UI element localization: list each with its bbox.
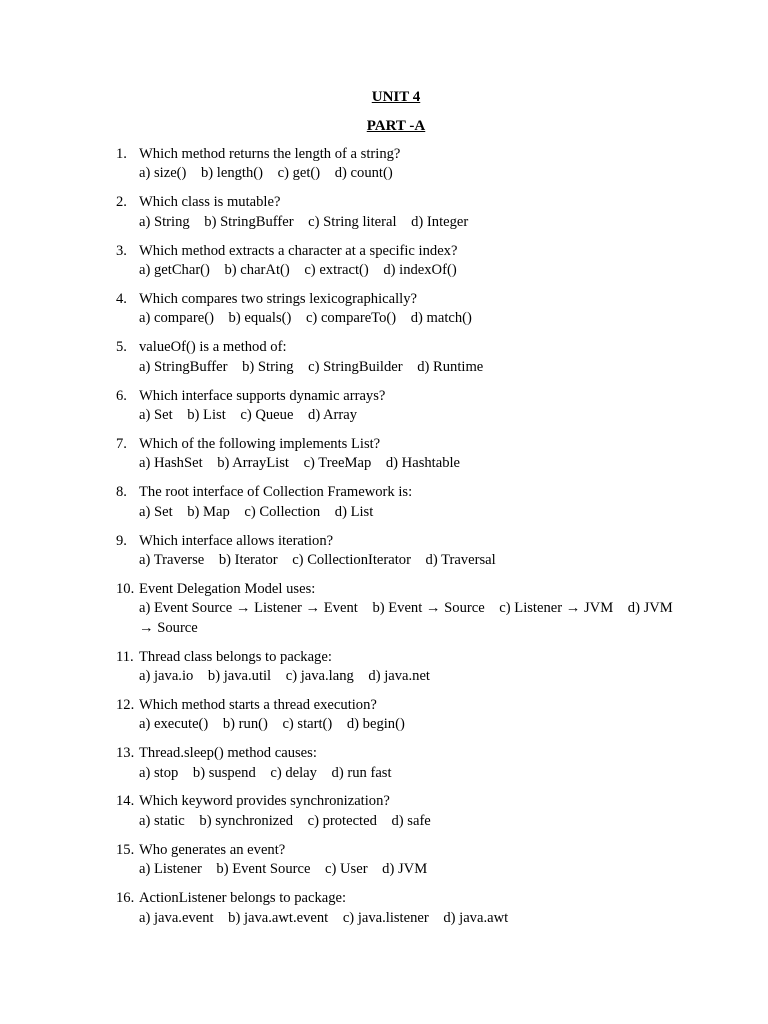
unit-title: UNIT 4 <box>371 89 421 105</box>
answer-option: a) getChar() <box>139 262 210 279</box>
answer-option: d) Integer <box>411 213 469 230</box>
answer-option: d) List <box>334 503 374 520</box>
answer-options <box>139 454 676 473</box>
answer-option: c) java.listener <box>342 909 429 926</box>
answer-option: b) Event → Source <box>372 600 485 617</box>
question-text: Which compares two strings lexicographically? <box>139 290 418 307</box>
answer-option: a) execute() <box>139 716 209 733</box>
answer-option: d) JVM → Source <box>139 600 677 636</box>
question-number: 5. <box>116 339 127 356</box>
question-text: Thread class belongs to package: <box>139 648 332 665</box>
answer-options <box>139 599 676 638</box>
question-text: Which method starts a thread execution? <box>139 696 377 713</box>
answer-option: d) Array <box>308 406 358 423</box>
question-number: 7. <box>116 435 127 452</box>
question-number: 2. <box>116 194 127 211</box>
answer-option: c) start() <box>282 716 333 733</box>
answer-option: a) Set <box>139 503 173 520</box>
answer-option: c) Listener → JVM <box>499 600 614 617</box>
answer-option: a) StringBuffer <box>139 358 228 375</box>
answer-option: c) String literal <box>308 213 397 230</box>
answer-option: b) run() <box>222 716 268 733</box>
part-title: PART -A <box>366 118 426 134</box>
question-text: Which method returns the length of a string? <box>139 146 401 162</box>
answer-options <box>139 358 676 377</box>
answer-option: a) size() <box>139 165 187 182</box>
question-number: 16. <box>116 890 135 907</box>
answer-option: c) compareTo() <box>305 310 397 327</box>
answer-options <box>139 551 676 570</box>
answer-option: a) Traverse <box>139 551 205 568</box>
answer-option: d) Hashtable <box>385 455 461 472</box>
answer-option: b) Iterator <box>218 551 278 568</box>
question-text: ActionListener belongs to package: <box>139 890 347 907</box>
question-text: Which interface supports dynamic arrays? <box>139 387 386 404</box>
question-list <box>116 145 676 937</box>
answer-options <box>139 213 676 232</box>
answer-option: a) stop <box>139 764 179 781</box>
question-number: 9. <box>116 532 127 549</box>
answer-option: a) Listener <box>139 861 202 878</box>
answer-options <box>139 764 676 783</box>
question-number: 6. <box>116 387 127 404</box>
answer-option: b) length() <box>201 165 264 182</box>
answer-option: a) compare() <box>139 310 214 327</box>
answer-option: d) Runtime <box>417 358 484 375</box>
answer-option: c) extract() <box>304 262 369 279</box>
answer-options <box>139 164 676 183</box>
question-text: Which method extracts a character at a specific index? <box>139 242 458 259</box>
question-item <box>116 744 676 783</box>
answer-options <box>139 667 676 686</box>
question-item <box>116 387 676 426</box>
answer-options <box>139 503 676 522</box>
answer-option: a) java.event <box>139 909 214 926</box>
question-item <box>116 290 676 329</box>
answer-option: b) Event Source <box>216 861 311 878</box>
question-text: Which interface allows iteration? <box>139 532 334 549</box>
answer-option: a) String <box>139 213 190 230</box>
question-item <box>116 193 676 232</box>
question-number: 13. <box>116 745 135 762</box>
answer-option: c) delay <box>270 764 317 781</box>
answer-option: c) StringBuilder <box>308 358 403 375</box>
answer-option: b) synchronized <box>199 812 294 829</box>
answer-option: a) HashSet <box>139 455 203 472</box>
question-number: 11. <box>116 648 134 665</box>
answer-option: b) suspend <box>192 764 256 781</box>
question-text: Event Delegation Model uses: <box>139 580 316 597</box>
question-text: Which of the following implements List? <box>139 435 381 452</box>
question-text: Who generates an event? <box>139 841 286 858</box>
answer-option: b) StringBuffer <box>204 213 294 230</box>
answer-options <box>139 715 676 734</box>
question-item <box>116 696 676 735</box>
answer-option: d) count() <box>334 165 393 182</box>
question-number: 10. <box>116 580 135 597</box>
question-number: 15. <box>116 841 135 858</box>
answer-option: d) run fast <box>331 764 392 781</box>
answer-option: d) Traversal <box>425 551 496 568</box>
answer-option: b) ArrayList <box>217 455 289 472</box>
answer-option: d) indexOf() <box>383 262 457 279</box>
answer-option: d) match() <box>410 310 472 327</box>
question-number: 8. <box>116 484 127 501</box>
answer-option: b) String <box>242 358 294 375</box>
question-text: Which keyword provides synchronization? <box>139 793 390 810</box>
answer-option: a) Set <box>139 406 173 423</box>
answer-option: b) charAt() <box>224 262 290 279</box>
answer-option: d) begin() <box>346 716 405 733</box>
question-item <box>116 648 676 687</box>
answer-option: b) java.awt.event <box>228 909 329 926</box>
question-item <box>116 338 676 377</box>
answer-option: d) java.awt <box>443 909 509 926</box>
question-item <box>116 841 676 880</box>
answer-option: c) java.lang <box>285 667 354 684</box>
answer-options <box>139 406 676 425</box>
question-item <box>116 242 676 281</box>
answer-option: b) Map <box>187 503 230 520</box>
answer-option: c) protected <box>307 812 377 829</box>
question-item <box>116 792 676 831</box>
question-number: 4. <box>116 290 127 307</box>
question-text: The root interface of Collection Framework is: <box>139 484 413 501</box>
question-number: 14. <box>116 793 135 810</box>
answer-option: c) Queue <box>240 406 294 423</box>
answer-option: d) JVM <box>382 861 428 878</box>
question-item <box>116 580 676 638</box>
answer-option: a) java.io <box>139 667 194 684</box>
question-item <box>116 435 676 474</box>
answer-options <box>139 909 676 928</box>
answer-option: d) safe <box>391 812 431 829</box>
answer-option: c) get() <box>277 165 321 182</box>
question-item <box>116 889 676 928</box>
answer-option: c) Collection <box>244 503 321 520</box>
question-text: Thread.sleep() method causes: <box>139 745 317 762</box>
answer-option: c) User <box>325 861 368 878</box>
answer-option: b) List <box>187 406 226 423</box>
question-text: valueOf() is a method of: <box>139 339 287 356</box>
answer-option: c) CollectionIterator <box>292 551 411 568</box>
answer-option: b) java.util <box>207 667 272 684</box>
question-item <box>116 145 676 184</box>
question-item <box>116 532 676 571</box>
question-text: Which class is mutable? <box>139 194 281 211</box>
question-item <box>116 483 676 522</box>
answer-option: b) equals() <box>228 310 292 327</box>
answer-options <box>139 261 676 280</box>
question-number: 12. <box>116 696 135 713</box>
answer-options <box>139 860 676 879</box>
question-number: 1. <box>116 146 127 162</box>
answer-option: d) java.net <box>368 667 430 684</box>
question-number: 3. <box>116 242 127 259</box>
answer-option: a) static <box>139 812 185 829</box>
answer-option: a) Event Source → Listener → Event <box>139 600 358 617</box>
answer-option: c) TreeMap <box>303 455 372 472</box>
answer-options <box>139 309 676 328</box>
answer-options <box>139 812 676 831</box>
